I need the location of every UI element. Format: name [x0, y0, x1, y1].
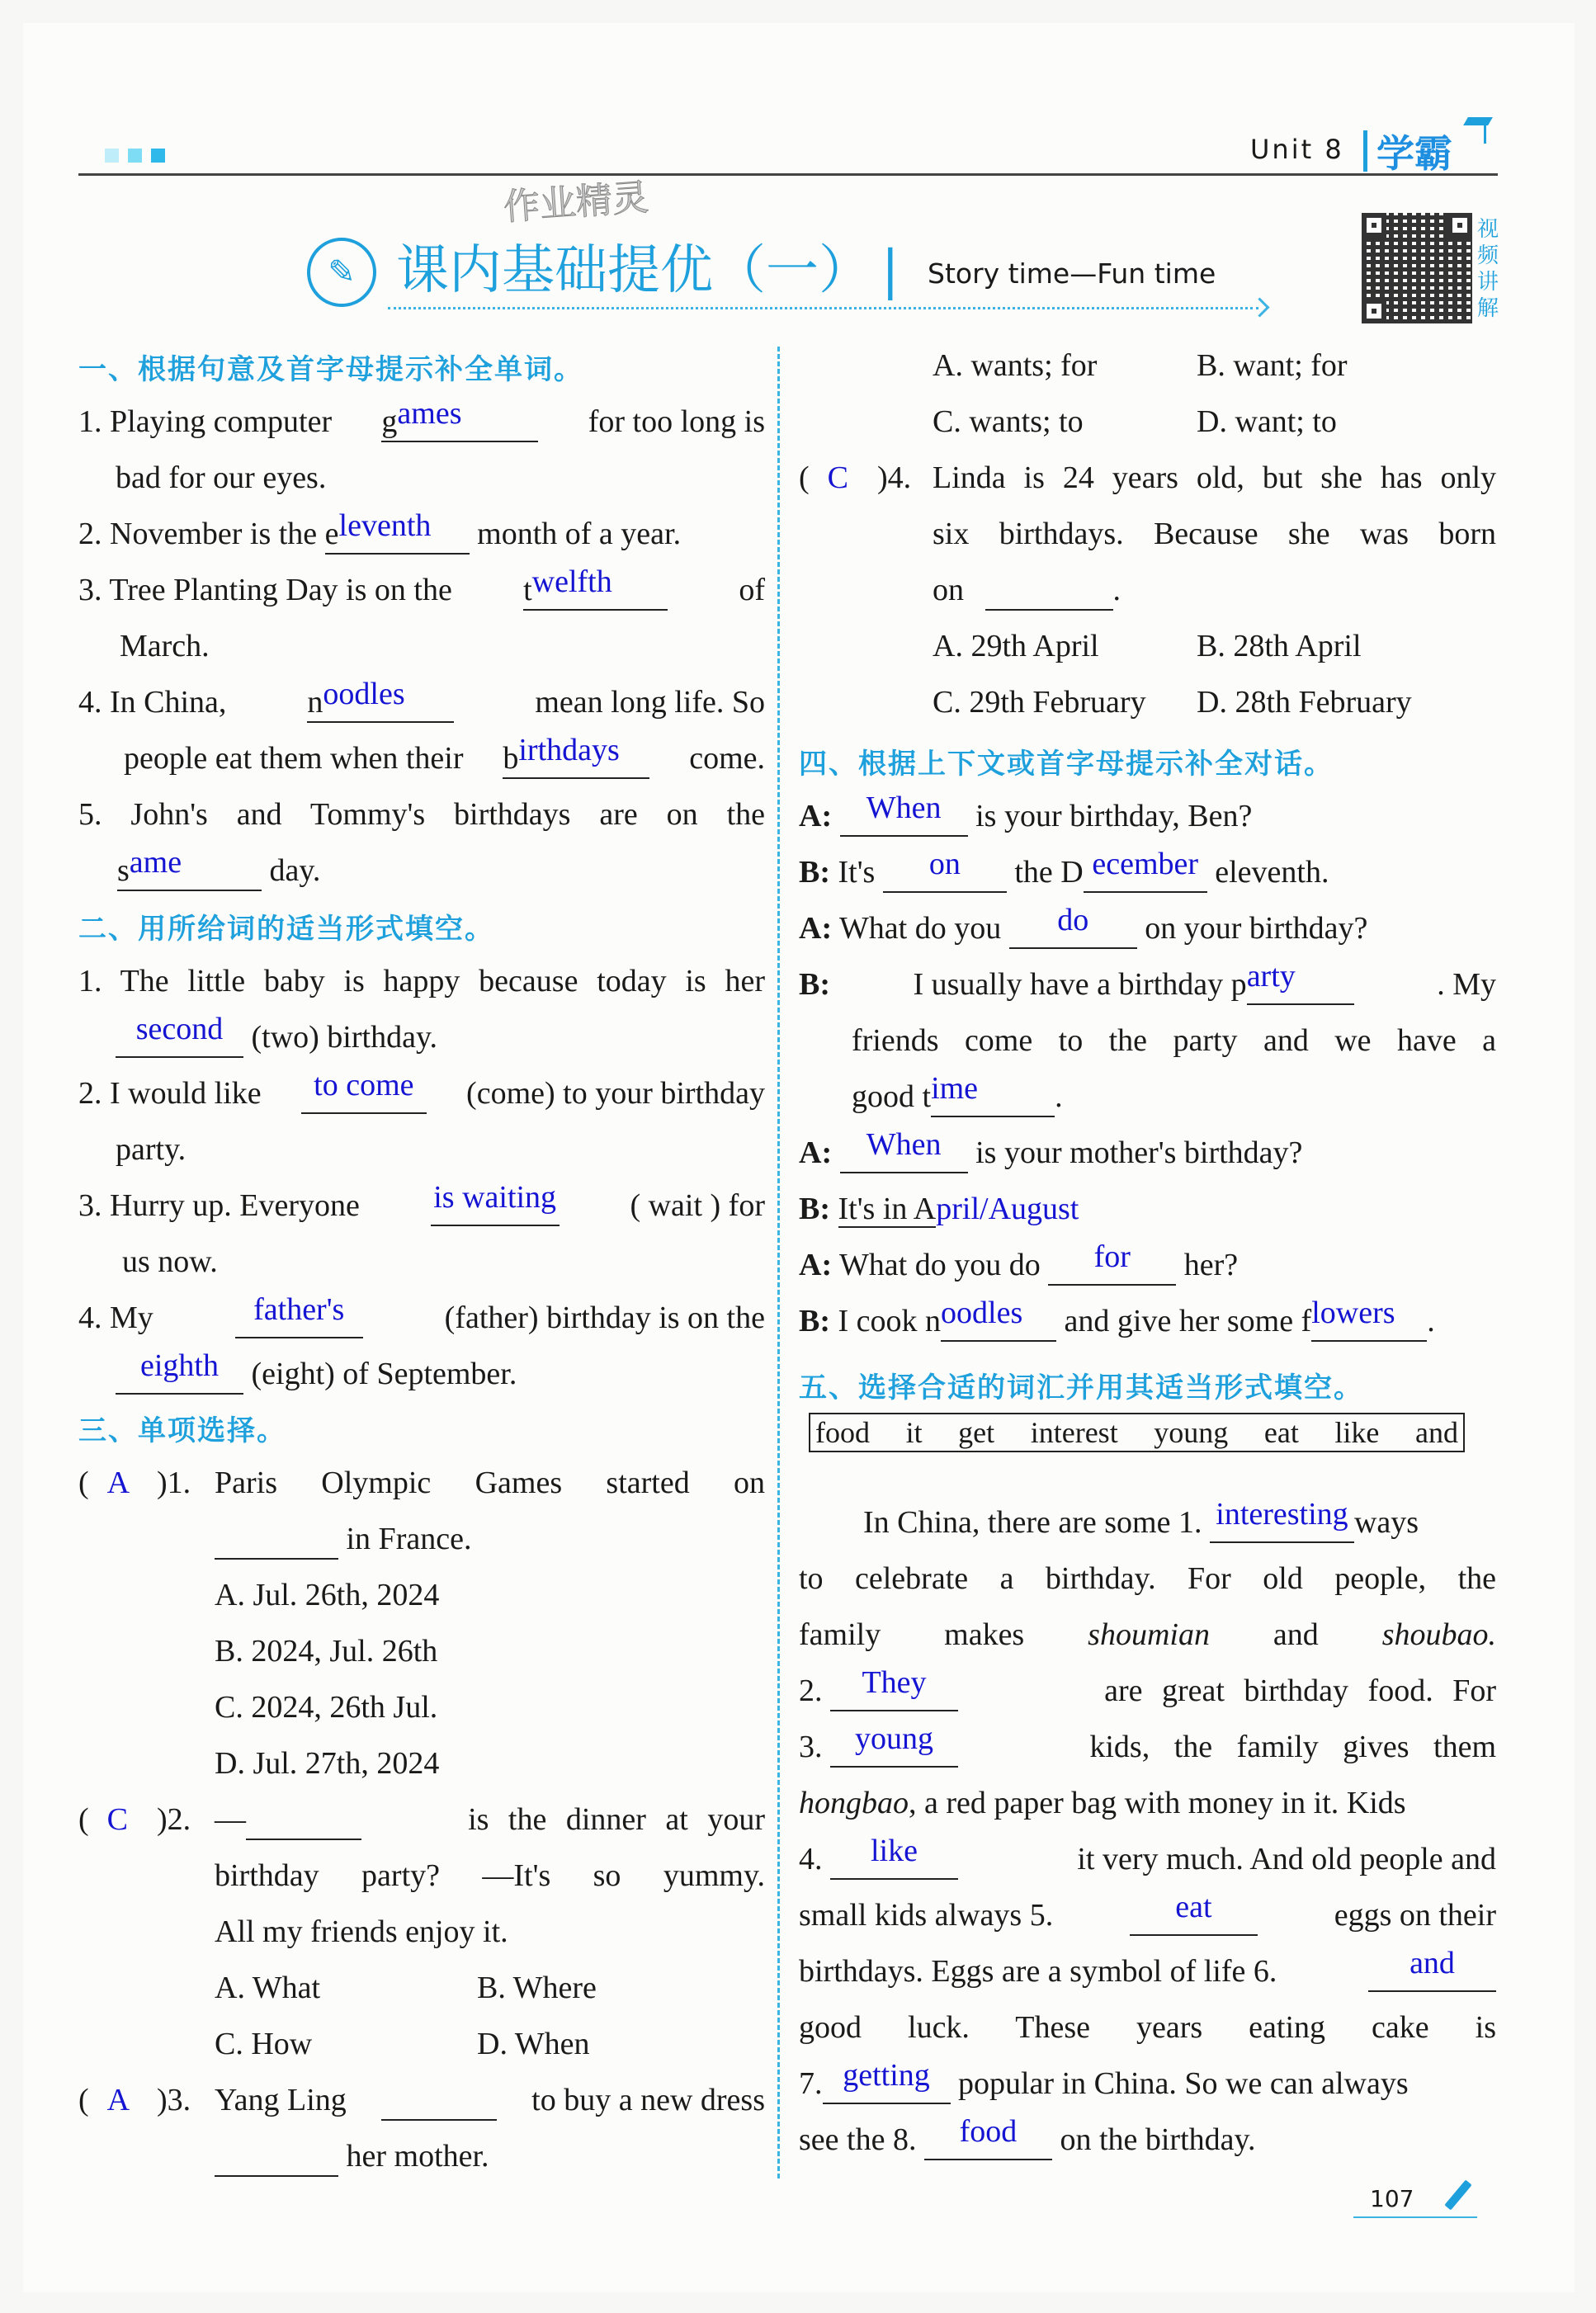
- mc-q1: [78, 1464, 765, 1502]
- answer: and: [1409, 1946, 1455, 1980]
- q-text: (eight) of September.: [251, 1357, 517, 1391]
- dialog-line: [799, 791, 1253, 837]
- answer-paren: ( A: [78, 2083, 130, 2117]
- part5-heading: 五、选择合适的词汇并用其适当形式填空。: [799, 1371, 1363, 1404]
- q-text: on your birthday?: [1145, 911, 1368, 946]
- decor-square: [105, 149, 119, 163]
- answer-blank[interactable]: [840, 1127, 968, 1173]
- q-text: It's in A: [838, 1192, 937, 1226]
- dialog-line: [799, 1239, 1239, 1286]
- answer-blank[interactable]: [381, 396, 538, 442]
- answer: lowers: [1311, 1296, 1395, 1330]
- answer-blank[interactable]: [830, 1665, 958, 1711]
- q-text: (father) birthday is on the: [444, 1300, 765, 1335]
- hint-letter: t: [523, 573, 532, 607]
- q-number: 4.: [799, 1842, 823, 1876]
- q-text: kids, the family gives them: [1089, 1730, 1496, 1764]
- q-text: What do you: [838, 911, 1002, 946]
- p2-q1-cont: [116, 1012, 437, 1058]
- q-text: , a red paper bag with money in it. Kids: [909, 1786, 1406, 1820]
- brand-logo: 学霸: [1376, 131, 1452, 176]
- q-text: ways: [1353, 1505, 1419, 1540]
- q-text: family: [799, 1617, 881, 1652]
- q-text: birthdays. Eggs are a symbol of life 6.: [799, 1954, 1277, 1989]
- q-text: 1. Playing computer: [78, 404, 333, 439]
- decor-square: [151, 149, 165, 163]
- q-text: shoubao.: [1381, 1617, 1496, 1652]
- q-text: popular in China. So we can always: [958, 2066, 1409, 2101]
- q-text: day.: [269, 853, 321, 888]
- speaker: B:: [799, 1304, 830, 1338]
- passage-line: good luck. These years eating cake is: [799, 2010, 1496, 2045]
- q-text: 3. Tree Planting Day is on the: [78, 573, 452, 607]
- notebook-icon: ✎: [307, 238, 376, 307]
- mc-q3-cont: [215, 2137, 489, 2177]
- mc-q4: [799, 459, 1496, 497]
- answer-blank[interactable]: [116, 1348, 243, 1395]
- speaker: A:: [799, 911, 833, 946]
- q-text: come.: [689, 741, 765, 776]
- answer: oodles: [941, 1296, 1023, 1330]
- speaker: A:: [799, 1135, 833, 1170]
- mc-q3: [78, 2081, 765, 2121]
- answer-blank[interactable]: [931, 1071, 1055, 1117]
- answer: ames: [397, 396, 462, 431]
- p2-q3: [78, 1180, 765, 1226]
- q-text: the D: [1014, 855, 1084, 890]
- word-bank-item: like: [1334, 1416, 1380, 1449]
- answer-paren: ( C: [78, 1802, 129, 1837]
- mc-q4-option[interactable]: B. 28th April: [1197, 629, 1362, 663]
- p2-q2-cont: party.: [116, 1132, 187, 1167]
- dialog-line-cont: [852, 1071, 1063, 1117]
- p1-q5-cont: [117, 845, 321, 891]
- p1-q4: [78, 677, 765, 723]
- mc-q3-option[interactable]: D. want; to: [1197, 404, 1337, 439]
- q-text: see the 8.: [799, 2122, 917, 2157]
- answer: is waiting: [433, 1180, 557, 1215]
- section-title-bar: |: [881, 240, 900, 301]
- answer-blank[interactable]: [883, 847, 1007, 893]
- passage-line: to celebrate a birthday. For old people, the: [799, 1561, 1496, 1596]
- footer-rule: [1353, 2216, 1477, 2218]
- answer: to come: [314, 1068, 414, 1102]
- answer: When: [866, 1127, 942, 1162]
- hint-letter: n: [307, 685, 323, 720]
- part3-heading: 三、单项选择。: [78, 1414, 286, 1447]
- q-text: eleventh.: [1215, 855, 1329, 890]
- mc-q1-cont: [215, 1520, 471, 1560]
- answer-paren: ( A: [78, 1466, 130, 1500]
- answer-blank[interactable]: [1048, 1239, 1176, 1286]
- answer-blank[interactable]: [235, 1292, 363, 1338]
- speaker: B:: [799, 1192, 830, 1226]
- q-text: people eat them when their: [124, 741, 464, 776]
- q-text: month of a year.: [477, 517, 682, 551]
- dialog-line: [799, 847, 1329, 893]
- answer-blank[interactable]: [324, 508, 470, 555]
- answer: leventh: [338, 508, 432, 543]
- passage-line: [799, 1665, 1496, 1711]
- mc-q4-option[interactable]: A. 29th April: [933, 629, 1099, 663]
- q-line: [215, 1801, 765, 1840]
- word-bank-item: food: [815, 1416, 870, 1449]
- word-bank-item: get: [958, 1416, 995, 1449]
- p2-q3-cont: us now.: [122, 1244, 218, 1279]
- q-text: it very much. And old people and: [1077, 1842, 1496, 1876]
- answer-blank[interactable]: [307, 677, 454, 723]
- mc-q2-cont: All my friends enjoy it.: [215, 1914, 508, 1949]
- q-text: good t: [852, 1079, 932, 1114]
- dialog-line: [799, 903, 1368, 949]
- mc-q1-option[interactable]: A. Jul. 26th, 2024: [215, 1578, 440, 1612]
- p1-q4-cont: [124, 733, 765, 779]
- p2-q4: [78, 1292, 765, 1338]
- unit-label: Unit 8: [1250, 134, 1344, 165]
- answer-blank[interactable]: [1311, 1296, 1427, 1342]
- p2-q1: 1. The little baby is happy because today is her: [78, 964, 765, 998]
- mc-q4-option[interactable]: C. 29th February: [933, 685, 1146, 720]
- answer: interesting: [1216, 1497, 1348, 1532]
- q-text: for too long is: [588, 404, 765, 439]
- q-text: shoumian: [1088, 1617, 1210, 1652]
- mc-q1-option[interactable]: D. Jul. 27th, 2024: [215, 1746, 440, 1781]
- header-rule: [78, 173, 1498, 176]
- watermark: 作业精灵: [502, 176, 650, 229]
- q-text: I usually have a birthday p: [913, 967, 1247, 1002]
- answer-blank[interactable]: [1210, 1497, 1354, 1543]
- answer: A: [106, 1466, 130, 1500]
- q-text: In China, there are some 1.: [863, 1505, 1202, 1540]
- q-text: What do you do: [838, 1248, 1041, 1282]
- p1-q1-cont: bad for our eyes.: [116, 460, 327, 495]
- q-text: makes: [944, 1617, 1025, 1652]
- answer: C: [106, 1802, 129, 1837]
- mc-q2-option[interactable]: D. When: [477, 2027, 590, 2061]
- dialog-line-cont: friends come to the party and we have a: [852, 1023, 1496, 1058]
- q-number: 7.: [799, 2066, 823, 2101]
- q-text: is the dinner at your: [468, 1802, 765, 1837]
- q-text: ( wait ) for: [630, 1188, 765, 1223]
- answer: father's: [253, 1292, 345, 1327]
- answer: eighth: [140, 1348, 219, 1383]
- answer-blank[interactable]: [823, 2058, 951, 2104]
- part1-heading: 一、根据句意及首字母提示补全单词。: [78, 353, 583, 386]
- answer: young: [855, 1721, 933, 1756]
- answer: food: [959, 2114, 1018, 2149]
- answer: eat: [1175, 1890, 1212, 1924]
- q-text: are great birthday food. For: [1104, 1673, 1496, 1708]
- answer: ecember: [1092, 847, 1199, 881]
- hint-letter: s: [117, 853, 130, 888]
- answer-blank[interactable]: [830, 1834, 958, 1880]
- qr-label: 视频讲解: [1477, 217, 1499, 321]
- mc-q1-option[interactable]: C. 2024, 26th Jul.: [215, 1690, 438, 1725]
- decor-square: [128, 149, 142, 163]
- word-bank-item: interest: [1030, 1416, 1118, 1449]
- q-text: 2. November is the: [78, 517, 318, 551]
- answer: getting: [843, 2058, 930, 2093]
- answer-blank[interactable]: [1084, 847, 1207, 893]
- p1-q3-cont: March.: [120, 629, 210, 663]
- graduation-cap-icon: [1466, 112, 1490, 132]
- word-bank-item: it: [905, 1416, 923, 1449]
- answer-blank[interactable]: [830, 1721, 958, 1768]
- passage-line: [799, 1946, 1496, 1992]
- answer-blank[interactable]: [116, 1012, 243, 1058]
- section-title: 课内基础提优（一）: [396, 240, 871, 301]
- hint-letter: g: [381, 404, 398, 439]
- answer: like: [871, 1834, 918, 1868]
- q-text: 2. I would like: [78, 1076, 262, 1111]
- mc-q2-option[interactable]: C. How: [215, 2027, 313, 2061]
- passage-line: [799, 1834, 1496, 1880]
- speaker: B:: [799, 855, 830, 890]
- answer: A: [106, 2083, 130, 2117]
- speaker: A:: [799, 799, 833, 833]
- mc-q4-cont: [933, 571, 1121, 611]
- answer: irthdays: [518, 733, 620, 767]
- answer-blank[interactable]: [503, 733, 649, 779]
- answer: C: [827, 460, 849, 495]
- q-text: 4. My: [78, 1300, 153, 1335]
- mc-q1-option[interactable]: B. 2024, Jul. 26th: [215, 1634, 438, 1669]
- q-text: (come) to your birthday: [466, 1076, 765, 1111]
- q-text: and: [1273, 1617, 1319, 1652]
- word-bank-item: and: [1414, 1416, 1458, 1449]
- answer: They: [862, 1665, 927, 1700]
- word-bank-item: eat: [1263, 1416, 1299, 1449]
- page-number: 107: [1370, 2185, 1414, 2212]
- q-number: 2.: [799, 1673, 823, 1708]
- dialog-line: [799, 959, 1496, 1005]
- q-number: )3.: [157, 2083, 191, 2117]
- q-line: [215, 2081, 765, 2121]
- q-text: on: [933, 573, 964, 607]
- speaker: A:: [799, 1248, 833, 1282]
- mc-q3-option[interactable]: A. wants; for: [933, 348, 1098, 383]
- mc-q4-cont: six birthdays. Because she was born: [933, 517, 1496, 551]
- p1-q3: [78, 564, 765, 611]
- q-text: 3. Hurry up. Everyone: [78, 1188, 360, 1223]
- mc-q3-option[interactable]: B. want; for: [1197, 348, 1348, 383]
- q-text: hongbao: [799, 1786, 909, 1820]
- q-text: Linda is 24 years old, but she has only: [933, 460, 1496, 495]
- column-divider: [777, 347, 780, 2178]
- answer: arty: [1246, 959, 1296, 994]
- answer-blank[interactable]: [840, 791, 968, 837]
- q-text: mean long life. So: [535, 685, 765, 720]
- p2-q2: [78, 1068, 765, 1114]
- answer-blank[interactable]: [381, 2081, 497, 2121]
- brand-bar: [1363, 130, 1367, 172]
- passage-line: [863, 1497, 1419, 1543]
- passage-line: [799, 1784, 1406, 1822]
- section-subtitle: Story time—Fun time: [928, 257, 1216, 290]
- answer-blank[interactable]: [1130, 1890, 1258, 1936]
- answer: oodles: [323, 677, 405, 711]
- p1-q1: [78, 396, 765, 442]
- answer: ime: [931, 1071, 979, 1106]
- q-text: —: [215, 1802, 246, 1837]
- passage-line: [799, 2058, 1409, 2104]
- passage-line: [799, 2114, 1256, 2160]
- q-text: to buy a new dress: [531, 2083, 765, 2117]
- passage-line: [799, 1616, 1496, 1654]
- dialog-line: [799, 1127, 1303, 1173]
- passage-line: [799, 1721, 1496, 1768]
- q-text: . My: [1437, 967, 1496, 1002]
- q-text: .: [1427, 1304, 1435, 1338]
- q-text: .: [1055, 1079, 1063, 1114]
- answer: When: [866, 791, 942, 825]
- q-text: 4. In China,: [78, 685, 227, 720]
- answer-blank[interactable]: [924, 2114, 1052, 2160]
- q-text: on the birthday.: [1060, 2122, 1256, 2157]
- q-number: )1.: [157, 1466, 191, 1500]
- dialog-line: [799, 1296, 1435, 1342]
- hint-letter: e: [324, 517, 339, 551]
- p1-q2: [78, 508, 682, 555]
- q-text: her?: [1183, 1248, 1239, 1282]
- q-text: is your birthday, Ben?: [975, 799, 1253, 833]
- q-text: .: [1112, 573, 1121, 607]
- q-text: It's: [838, 855, 876, 890]
- answer: pril/August: [936, 1192, 1079, 1226]
- answer-blank[interactable]: [215, 1520, 338, 1560]
- answer: ame: [129, 845, 182, 880]
- q-text: (two) birthday.: [251, 1020, 437, 1055]
- q-number: )4.: [877, 460, 912, 495]
- answer-blank[interactable]: [1246, 959, 1354, 1005]
- answer: welfth: [531, 564, 612, 599]
- word-bank: [809, 1413, 1465, 1452]
- answer-blank[interactable]: [985, 571, 1113, 611]
- q-text: small kids always 5.: [799, 1898, 1054, 1933]
- p1-q5: 5. John's and Tommy's birthdays are on the: [78, 797, 765, 832]
- speaker: B:: [799, 967, 830, 1002]
- mc-q3-option[interactable]: C. wants; to: [933, 404, 1084, 439]
- q-text: of: [739, 573, 765, 607]
- answer-blank[interactable]: [301, 1068, 427, 1114]
- answer: do: [1057, 903, 1089, 937]
- answer-blank[interactable]: [431, 1180, 560, 1226]
- answer-blank[interactable]: [1009, 903, 1137, 949]
- title-dotted-arrow: [388, 307, 1258, 309]
- passage-line: [799, 1890, 1496, 1936]
- q-number: 3.: [799, 1730, 823, 1764]
- word-bank-item: young: [1154, 1416, 1229, 1449]
- answer-paren: ( C: [799, 460, 849, 495]
- q-text: Paris Olympic Games started on: [215, 1466, 765, 1500]
- mc-q2: [78, 1801, 765, 1840]
- answer: second: [135, 1012, 224, 1046]
- answer: on: [928, 847, 961, 881]
- q-text: in France.: [346, 1522, 472, 1556]
- answer: for: [1093, 1239, 1131, 1274]
- mc-q2-option[interactable]: A. What: [215, 1971, 321, 2005]
- mc-q2-cont: birthday party? —It's so yummy.: [215, 1858, 765, 1893]
- part2-heading: 二、用所给词的适当形式填空。: [78, 913, 494, 946]
- answer-blank[interactable]: [1368, 1946, 1496, 1992]
- dialog-line: [799, 1190, 1079, 1228]
- answer-blank[interactable]: [523, 564, 668, 611]
- q-text: eggs on their: [1334, 1898, 1496, 1933]
- q-text: is your mother's birthday?: [975, 1135, 1303, 1170]
- q-text: I cook n: [838, 1304, 942, 1338]
- q-number: )2.: [157, 1802, 191, 1837]
- mc-q4-option[interactable]: D. 28th February: [1197, 685, 1412, 720]
- p2-q4-cont: [116, 1348, 517, 1395]
- q-text: and give her some f: [1064, 1304, 1312, 1338]
- q-text: Yang Ling: [215, 2083, 347, 2117]
- answer-blank[interactable]: [246, 1801, 361, 1840]
- mc-q2-option[interactable]: B. Where: [477, 1971, 597, 2005]
- answer-blank[interactable]: [215, 2137, 338, 2177]
- hint-letter: b: [503, 741, 519, 776]
- q-text: her mother.: [346, 2139, 489, 2174]
- part4-heading: 四、根据上下文或首字母提示补全对话。: [799, 748, 1334, 781]
- qr-code[interactable]: [1362, 213, 1472, 323]
- answer-blank[interactable]: [117, 845, 262, 891]
- answer-blank[interactable]: [941, 1296, 1056, 1342]
